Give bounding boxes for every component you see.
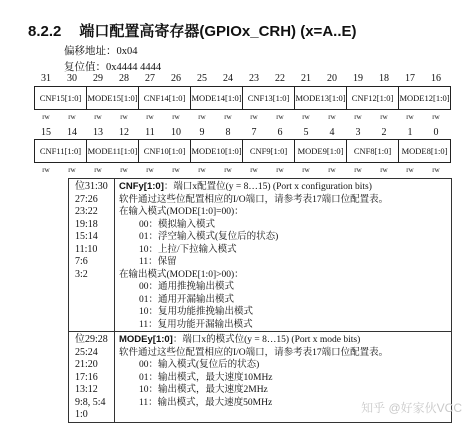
bit-number: 19 bbox=[353, 73, 363, 84]
bit-number: 10 bbox=[171, 127, 181, 138]
watermark: 知乎 @好家伙VCC bbox=[361, 401, 462, 415]
register-field: MODE13[1:0] bbox=[295, 87, 347, 109]
register-field: MODE9[1:0] bbox=[295, 140, 347, 162]
rw-label: rw bbox=[68, 113, 76, 121]
bit-number: 8 bbox=[225, 127, 231, 138]
bit-range-label: 13:12 bbox=[75, 384, 98, 395]
mode-field-name: MODEy[1:0] bbox=[119, 334, 173, 345]
description-line: 00：通用推挽输出模式 bbox=[139, 282, 235, 292]
description-line: 01：通用开漏输出模式 bbox=[139, 294, 235, 305]
rw-label: rw bbox=[432, 166, 440, 174]
register-field: CNF12[1:0] bbox=[347, 87, 399, 109]
register-field: CNF13[1:0] bbox=[243, 87, 295, 109]
cnf-bit-range bbox=[69, 179, 115, 331]
register-row-low bbox=[34, 139, 451, 163]
description-line: 00：输入模式(复位后的状态) bbox=[139, 360, 260, 370]
bit-number: 28 bbox=[119, 73, 129, 84]
rw-label: rw bbox=[120, 113, 128, 121]
bit-number: 21 bbox=[301, 73, 311, 84]
register-field: CNF14[1:0] bbox=[139, 87, 191, 109]
description-line: 01：输出模式，最大速度10MHz bbox=[139, 372, 273, 383]
rw-label: rw bbox=[146, 166, 154, 174]
rw-label: rw bbox=[42, 113, 50, 121]
register-field: MODE14[1:0] bbox=[191, 87, 243, 109]
bit-range-label: 7:6 bbox=[75, 256, 88, 267]
section-number: 8.2.2 bbox=[28, 23, 62, 40]
bit-number: 7 bbox=[251, 127, 257, 138]
rw-label: rw bbox=[276, 166, 284, 174]
description-line: 在输出模式(MODE[1:0]>00)： bbox=[119, 269, 244, 280]
bit-number: 30 bbox=[67, 73, 77, 84]
bit-range-label: 25:24 bbox=[75, 346, 98, 358]
rw-label: rw bbox=[302, 166, 310, 174]
rw-label: rw bbox=[42, 166, 50, 174]
rw-label: rw bbox=[198, 113, 206, 121]
description-line: 01：浮空输入模式(复位后的状态) bbox=[139, 232, 279, 242]
section-title: 端口配置高寄存器(GPIOx_CRH) (x=A..E) bbox=[79, 23, 357, 40]
bit-number: 25 bbox=[197, 73, 207, 84]
bit-number: 4 bbox=[329, 127, 335, 138]
cnf-field-name: CNFy[1:0] bbox=[119, 181, 164, 192]
rw-row-high bbox=[33, 113, 449, 123]
bit-number: 20 bbox=[327, 73, 337, 84]
rw-label: rw bbox=[276, 113, 284, 121]
bit-number: 26 bbox=[171, 73, 181, 84]
bit-range-label: 15:14 bbox=[75, 231, 98, 242]
register-field: CNF9[1:0] bbox=[243, 140, 295, 162]
rw-row-low bbox=[33, 166, 449, 176]
bit-number: 24 bbox=[223, 73, 233, 84]
mode-bit-range bbox=[69, 332, 115, 422]
bit-number: 3 bbox=[355, 127, 361, 138]
rw-label: rw bbox=[172, 113, 180, 121]
description-line: 10：上拉/下拉输入模式 bbox=[139, 244, 237, 255]
description-line: 软件通过这些位配置相应的I/O端口，请参考表17端口位配置表。 bbox=[119, 194, 389, 205]
register-row-high bbox=[34, 86, 451, 110]
bit-number: 9 bbox=[199, 127, 205, 138]
bit-number: 0 bbox=[433, 127, 439, 138]
bit-number: 6 bbox=[277, 127, 283, 138]
rw-label: rw bbox=[250, 166, 258, 174]
rw-label: rw bbox=[328, 166, 336, 174]
bit-number: 13 bbox=[93, 127, 103, 138]
bit-range-label: 21:20 bbox=[75, 359, 98, 370]
bit-range-label: 19:18 bbox=[75, 218, 98, 230]
description-line: 11：复用功能开漏输出模式 bbox=[139, 319, 253, 330]
bit-range-label: 位29:28 bbox=[75, 334, 108, 345]
mode-field-title: ：端口x的模式位(y = 8…15) (Port x mode bits) bbox=[172, 335, 361, 345]
bit-number: 29 bbox=[93, 73, 103, 84]
description-line: 11：输出模式，最大速度50MHz bbox=[139, 397, 273, 408]
bit-number: 14 bbox=[67, 127, 77, 138]
rw-label: rw bbox=[198, 166, 206, 174]
description-line: 00：模拟输入模式 bbox=[139, 219, 216, 230]
bit-range-label: 9:8, 5:4 bbox=[75, 396, 106, 408]
bit-number: 1 bbox=[407, 127, 413, 138]
register-field: CNF8[1:0] bbox=[347, 140, 399, 162]
register-field: MODE15[1:0] bbox=[87, 87, 139, 109]
description-line: 11：保留 bbox=[139, 257, 177, 267]
bit-number: 12 bbox=[119, 127, 129, 138]
register-field: CNF10[1:0] bbox=[139, 140, 191, 162]
description-line: 在输入模式(MODE[1:0]=00)： bbox=[119, 207, 244, 217]
rw-label: rw bbox=[406, 166, 414, 174]
rw-label: rw bbox=[172, 166, 180, 174]
bit-range-label: 3:2 bbox=[75, 268, 88, 280]
bit-number: 16 bbox=[431, 73, 441, 84]
register-field: CNF11[1:0] bbox=[35, 140, 87, 162]
register-field: MODE10[1:0] bbox=[191, 140, 243, 162]
cnf-description-row bbox=[69, 179, 451, 332]
rw-label: rw bbox=[380, 166, 388, 174]
rw-label: rw bbox=[120, 166, 128, 174]
rw-label: rw bbox=[406, 113, 414, 121]
cnf-field-title: ：端口x配置位(y = 8…15) (Port x configuration bits) bbox=[163, 182, 372, 192]
reset-value: 复位值：0x4444 4444 bbox=[64, 62, 162, 73]
register-field: MODE8[1:0] bbox=[401, 146, 448, 156]
rw-label: rw bbox=[302, 113, 310, 121]
bit-range-label: 11:10 bbox=[75, 243, 98, 255]
description-line: 10：输出模式，最大速度2MHz bbox=[139, 385, 268, 395]
register-field: MODE11[1:0] bbox=[87, 140, 139, 162]
bit-number: 23 bbox=[249, 73, 259, 84]
rw-label: rw bbox=[146, 113, 154, 121]
register-field: CNF15[1:0] bbox=[35, 87, 87, 109]
rw-label: rw bbox=[380, 113, 388, 121]
bit-range-label: 17:16 bbox=[75, 371, 98, 383]
rw-label: rw bbox=[94, 113, 102, 121]
bit-number: 5 bbox=[303, 127, 309, 138]
bit-range-label: 位31:30 bbox=[75, 181, 108, 192]
bit-number: 15 bbox=[41, 127, 51, 138]
rw-label: rw bbox=[328, 113, 336, 121]
bit-number: 2 bbox=[381, 127, 387, 138]
bit-number: 27 bbox=[145, 73, 155, 84]
cnf-description bbox=[115, 179, 451, 331]
rw-label: rw bbox=[224, 113, 232, 121]
bit-number: 22 bbox=[275, 73, 285, 84]
rw-label: rw bbox=[224, 166, 232, 174]
rw-label: rw bbox=[354, 113, 362, 121]
rw-label: rw bbox=[432, 113, 440, 121]
bit-description-table bbox=[68, 178, 452, 423]
bit-range-label: 23:22 bbox=[75, 206, 98, 217]
section-heading bbox=[28, 20, 357, 41]
bit-range-label: 27:26 bbox=[75, 193, 98, 205]
bit-number: 11 bbox=[145, 127, 155, 138]
description-line: 软件通过这些位配置相应的I/O端口，请参考表17端口位配置表。 bbox=[119, 347, 389, 358]
bit-number: 31 bbox=[41, 73, 51, 84]
rw-label: rw bbox=[250, 113, 258, 121]
description-line: 10：复用功能推挽输出模式 bbox=[139, 307, 254, 317]
offset-address: 偏移地址：0x04 bbox=[64, 46, 138, 57]
bit-range-label: 1:0 bbox=[75, 409, 88, 420]
bit-number: 18 bbox=[379, 73, 389, 84]
bit-number: 17 bbox=[405, 73, 415, 84]
rw-label: rw bbox=[354, 166, 362, 174]
rw-label: rw bbox=[68, 166, 76, 174]
rw-label: rw bbox=[94, 166, 102, 174]
register-field: MODE12[1:0] bbox=[399, 93, 450, 103]
